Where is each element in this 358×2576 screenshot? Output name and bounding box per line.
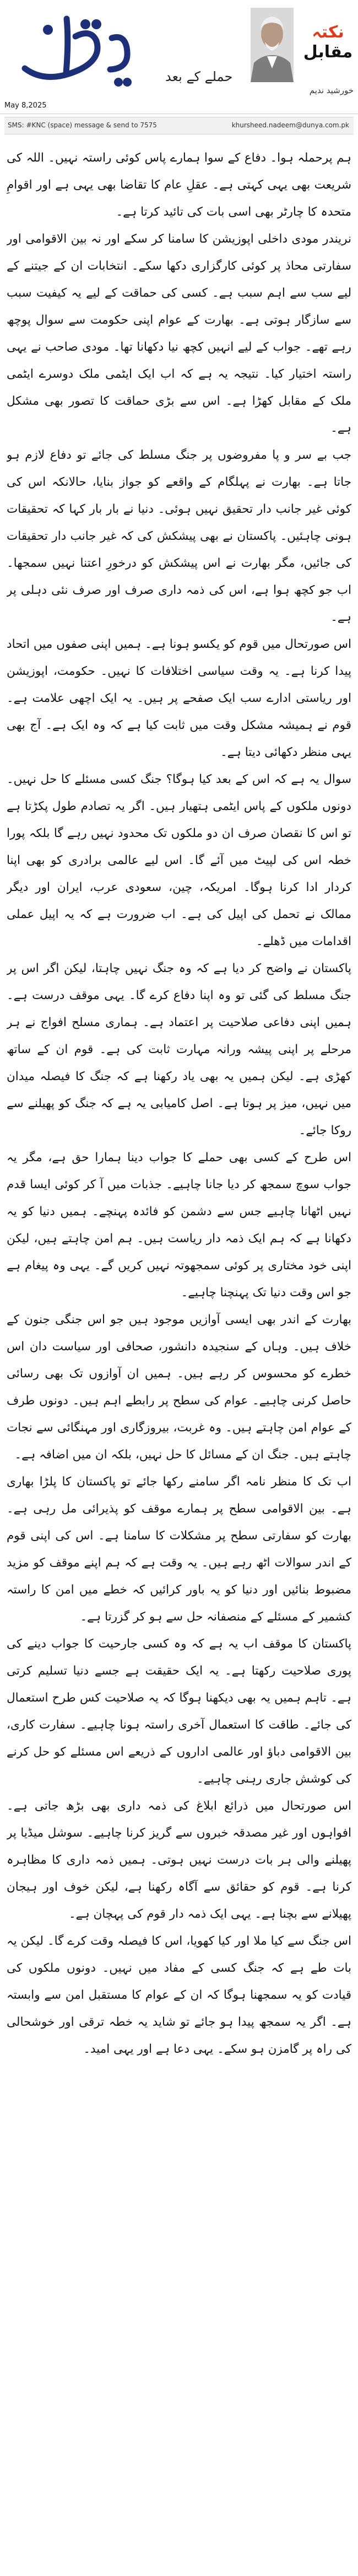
contact-bar — [4, 117, 354, 135]
article-paragraph: بھارت کے اندر بھی ایسی آوازیں موجود ہیں جو اس جنگی جنون کے خلاف ہیں۔ وہاں کے سنجیدہ دانشور، صحافی اور سیاست دان اس خطرے کو محسوس کر رہے ہیں۔ ہمیں ان آوازوں تک بھی رسائی حاصل کرنی چاہیے۔ عوام کی سطح پر رابطے اہم ہیں۔ دونوں طرف کے عوام امن چاہتے ہیں۔ وہ غربت، بیروزگاری اور مہنگائی سے نجات چاہتے ہیں۔ جنگ ان کے مسائل کا حل نہیں، بلکہ ان میں اضافہ ہے۔ — [7, 1313, 351, 1462]
column-title: حملے کے بعد — [165, 69, 233, 84]
article-paragraph: جب بے سر و پا مفروضوں پر جنگ مسلط کی جائے تو دفاع لازم ہو جاتا ہے۔ بھارت نے پہلگام کے واقعے کو جواز بنایا، حالانکہ اس کی کوئی غیر جانب دار تحقیق نہیں ہوئی۔ دنیا نے بار بار کہا کہ تحقیقات ہونی چاہئیں۔ پاکستان نے بھی پیشکش کی کہ غیر جانب دار تحقیقات کی جائیں، مگر بھارت نے اس پیشکش کو درخورِ اعتنا نہیں سمجھا۔ اب جو کچھ ہوا ہے، اس کی ذمہ داری صرف اور صرف نئی دہلی پر ہے۔ — [7, 448, 351, 624]
article-paragraph: ہم پرحملہ ہوا۔ دفاع کے سوا ہمارے پاس کوئی راستہ نہیں۔ اللہ کی شریعت بھی یہی کہتی ہے۔ عقلِ عام کا تقاضا بھی یہی ہے اور اقوامِ متحدہ کا چارٹر بھی اسی بات کی تائید کرتا ہے۔ — [7, 151, 351, 219]
article-paragraph: اس جنگ سے کیا ملا اور کیا کھویا، اس کا فیصلہ وقت کرے گا۔ لیکن یہ بات طے ہے کہ جنگ کسی کے مفاد میں نہیں۔ دونوں ملکوں کی قیادت کو یہ سمجھنا ہوگا کہ ان کے عوام کا مستقبل امن سے وابستہ ہے۔ اگر یہ سمجھ پیدا ہو جائے تو شاید یہ خطہ ترقی اور خوشحالی کی راہ پر گامزن ہو سکے۔ یہی دعا ہے اور یہی امید۔ — [7, 1934, 351, 2056]
date-row — [0, 98, 358, 114]
author-email-link[interactable]: khursheed.nadeem@dunya.com.pk — [231, 121, 349, 129]
author-name: خورشید ندیم — [309, 85, 354, 95]
article-paragraph: اب تک کا منظر نامہ اگر سامنے رکھا جائے تو پاکستان کا پلڑا بھاری ہے۔ بین الاقوامی سطح پر ہمارے موقف کو پذیرائی مل رہی ہے۔ بھارت کو سفارتی سطح پر مشکلات کا سامنا ہے۔ اس کی اپنی قوم کے اندر سوالات اٹھ رہے ہیں۔ یہ وقت ہے کہ ہم اپنے موقف کو مزید مضبوط بنائیں اور دنیا کو یہ باور کرائیں کہ خطے میں امن کا راستہ کشمیر کے مسئلے کے منصفانہ حل سے ہو کر گزرتا ہے۔ — [7, 1475, 351, 1624]
article-paragraph: سوال یہ ہے کہ اس کے بعد کیا ہوگا؟ جنگ کسی مسئلے کا حل نہیں۔ دونوں ملکوں کے پاس ایٹمی ہتھیار ہیں۔ اگر یہ تصادم طول پکڑتا ہے تو اس کا نقصان صرف ان دو ملکوں تک محدود نہیں رہے گا بلکہ پورا خطہ اس کی لپیٹ میں آئے گا۔ اس لیے عالمی برادری کو بھی اپنا کردار ادا کرنا ہوگا۔ امریکہ، چین، سعودی عرب، ایران اور دیگر ممالک نے تحمل کی اپیل کی ہے۔ اب ضرورت ہے کہ یہ اپیل عملی اقدامات میں ڈھلے۔ — [7, 772, 351, 948]
article-paragraph: نریندر مودی داخلی اپوزیشن کا سامنا کر سکے اور نہ بین الاقوامی اور سفارتی محاذ پر کوئی کارگزاری دکھا سکے۔ انتخابات ان کے جیتنے کے لیے سب سے اہم سبب ہے۔ کسی کی حماقت کے لیے یہ کیفیت سبب سے سازگار ہوتی ہے۔ بھارت کے عوام اپنی حکومت سے سوال پوچھ رہے تھے۔ جواب کے لیے انہیں کچھ نیا دکھانا تھا۔ مودی صاحب نے یہی راستہ اختیار کیا۔ نتیجہ یہ ہے کہ اب ایک ایٹمی ملک دوسرے ایٹمی ملک کے مقابل کھڑا ہے۔ اس سے بڑی حماقت کا تصور بھی مشکل ہے۔ — [7, 232, 351, 435]
brand-word-muqabil: مقابل — [303, 42, 353, 62]
column-header — [0, 0, 358, 141]
article-paragraph: پاکستان کا موقف اب یہ ہے کہ وہ کسی جارحیت کا جواب دینے کی پوری صلاحیت رکھتا ہے۔ یہ ایک حقیقت ہے جسے دنیا تسلیم کرتی ہے۔ تاہم ہمیں یہ بھی دیکھنا ہوگا کہ یہ صلاحیت کس طرح استعمال کی جائے۔ طاقت کا استعمال آخری راستہ ہونا چاہیے۔ سفارت کاری، بین الاقوامی دباؤ اور عالمی اداروں کے ذریعے اس مسئلے کو حل کرنے کی کوشش جاری رہنی چاہیے۔ — [7, 1637, 351, 1786]
article-paragraph: اس طرح کے کسی بھی حملے کا جواب دینا ہمارا حق ہے، مگر یہ جواب سوچ سمجھ کر دیا جانا چاہیے۔ جذبات میں آ کر کوئی ایسا قدم نہیں اٹھانا چاہیے جس سے دشمن کو فائدہ پہنچے۔ ہمیں دنیا کو یہ دکھانا ہے کہ ہم ایک ذمہ دار ریاست ہیں۔ ہم امن چاہتے ہیں، لیکن اپنی خود مختاری پر کوئی سمجھوتہ نہیں کریں گے۔ یہی وہ پیغام ہے جو اس وقت دنیا تک پہنچنا چاہیے۔ — [7, 1151, 351, 1300]
publish-date: May 8,2025 — [4, 101, 47, 110]
article-paragraph: اس صورتحال میں ذرائع ابلاغ کی ذمہ داری بھی بڑھ جاتی ہے۔ افواہوں اور غیر مصدقہ خبروں سے گریز کرنا چاہیے۔ سوشل میڈیا پر پھیلنے والی ہر بات درست نہیں ہوتی۔ ہمیں ذمہ داری کا مظاہرہ کرنا ہے۔ قوم کو حقائق سے آگاہ رکھنا ہے، لیکن خوف اور ہیجان پھیلانے سے بچنا ہے۔ یہی ایک ذمہ دار قوم کی پہچان ہے۔ — [7, 1799, 351, 1921]
author-photo — [251, 8, 294, 82]
article-paragraph: اس صورتحال میں قوم کو یکسو ہونا ہے۔ ہمیں اپنی صفوں میں اتحاد پیدا کرنا ہے۔ یہ وقت سیاسی اختلافات کا نہیں۔ حکومت، اپوزیشن اور ریاستی ادارے سب ایک صفحے پر ہیں۔ یہ ایک اچھی علامت ہے۔ قوم نے ہمیشہ مشکل وقت میں ثابت کیا ہے کہ وہ ایک ہے۔ آج بھی یہی منظر دکھائی دیتا ہے۔ — [7, 637, 351, 759]
article-body — [7, 144, 351, 2559]
brand-word-nukta: نکتہ — [312, 23, 344, 42]
newspaper-logo-icon — [14, 8, 140, 90]
article-paragraph: پاکستان نے واضح کر دیا ہے کہ وہ جنگ نہیں چاہتا، لیکن اگر اس پر جنگ مسلط کی گئی تو وہ اپنا دفاع کرے گا۔ یہی موقف درست ہے۔ ہمیں اپنی دفاعی صلاحیت پر اعتماد ہے۔ ہماری مسلح افواج نے ہر مرحلے پر اپنی پیشہ ورانہ مہارت ثابت کی ہے۔ قوم ان کے ساتھ کھڑی ہے۔ لیکن ہمیں یہ بھی یاد رکھنا ہے کہ جنگ کا فیصلہ میدان میں نہیں، میز پر ہوتا ہے۔ اصل کامیابی یہ ہے کہ جنگ کو پھیلنے سے روکا جائے۔ — [7, 962, 351, 1137]
sms-instructions: SMS: #KNC (space) message & send to 7575 — [8, 121, 157, 129]
